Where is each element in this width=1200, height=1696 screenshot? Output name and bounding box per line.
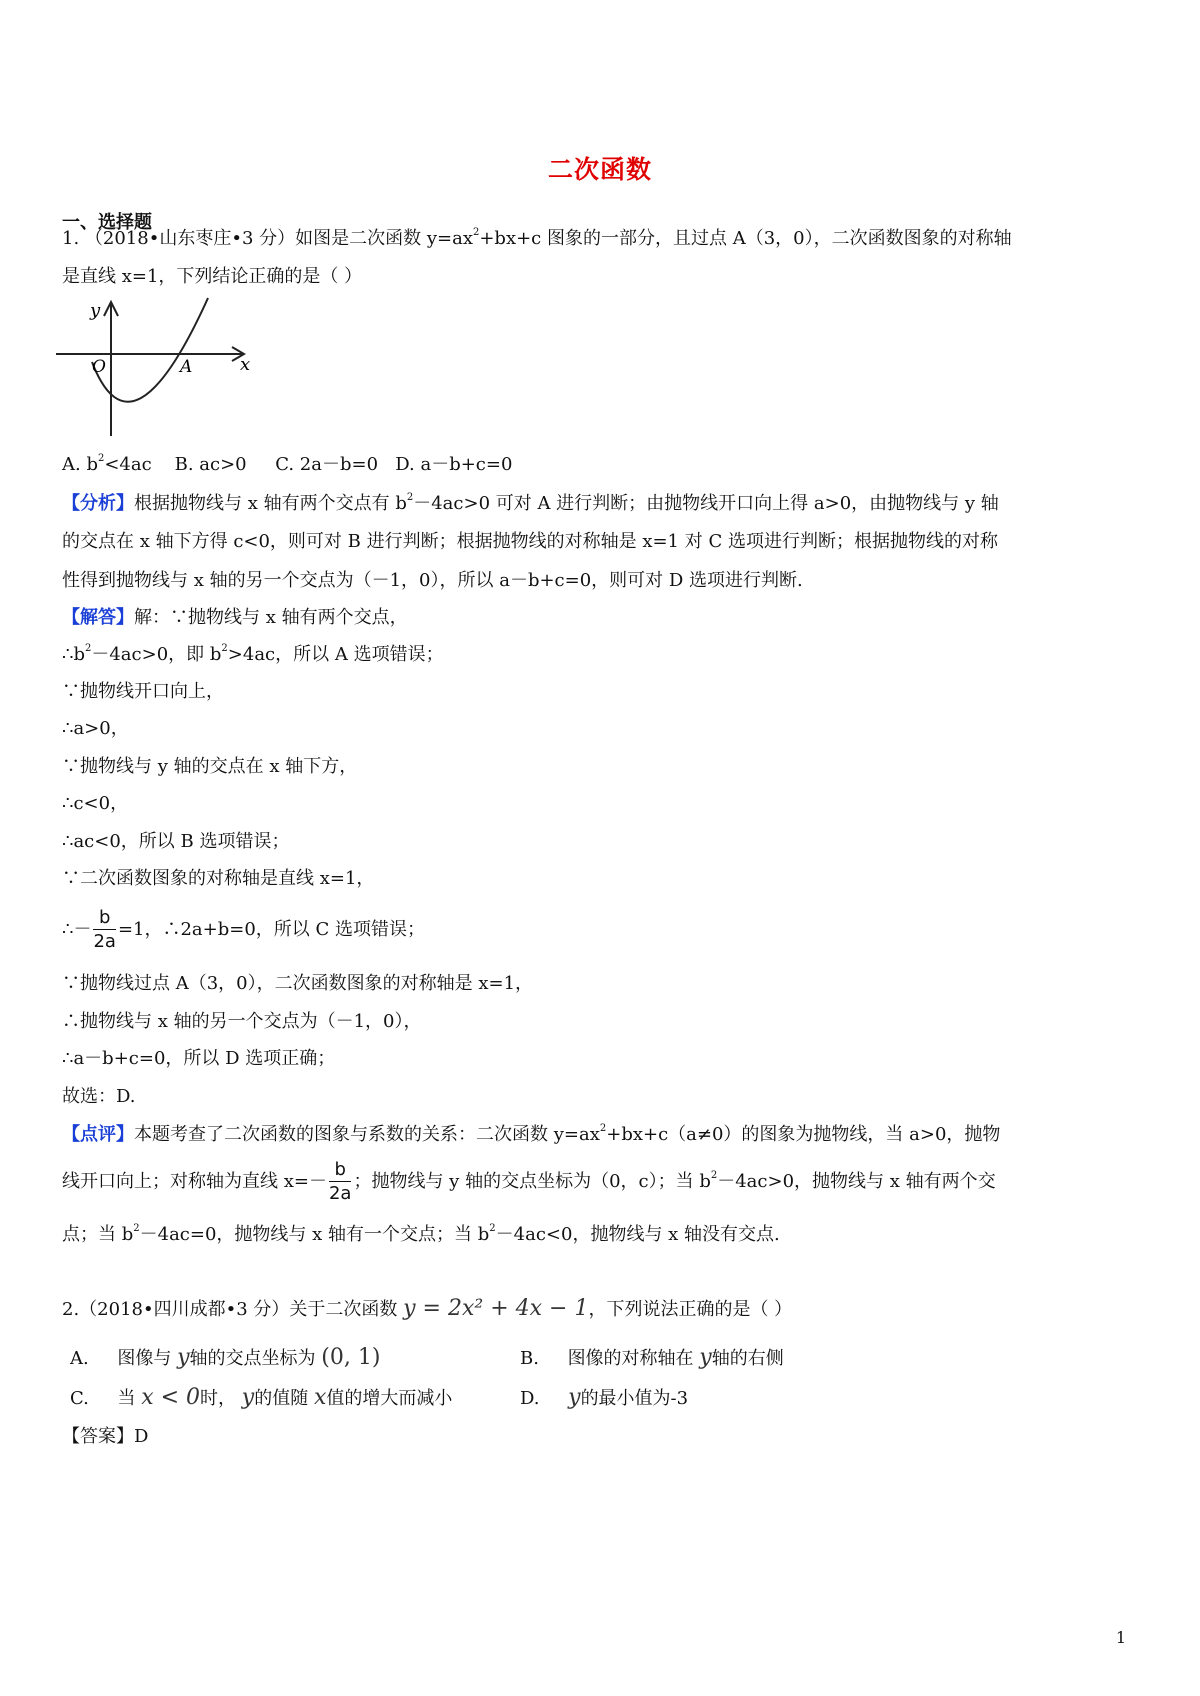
solution-text: =1，∴2a+b=0，所以 C 选项错误； — [117, 919, 426, 940]
math-point: (0, 1) — [321, 1345, 381, 1370]
math-symbol: y — [568, 1385, 581, 1410]
graph-x-label: x — [240, 354, 251, 375]
analysis-text: －4ac>0 可对 A 进行判断；由抛物线开口向上得 a>0，由抛物线与 y 轴 — [413, 493, 999, 514]
option-text: 当 — [117, 1388, 136, 1409]
analysis-line1 — [62, 491, 999, 517]
math-symbol: x — [313, 1385, 327, 1410]
option-label: D. — [520, 1388, 540, 1409]
comment-text: ；抛物线与 y 轴的交点坐标为（0，c）；当 b — [353, 1171, 711, 1192]
option-c: C. 2a－b=0 — [275, 454, 379, 475]
superscript: 2 — [84, 643, 92, 654]
option-text: 的值随 — [254, 1388, 309, 1409]
parabola-curve — [92, 298, 208, 402]
superscript: 2 — [472, 227, 480, 238]
option-text: 图像的对称轴在 — [567, 1348, 694, 1369]
fraction — [93, 907, 115, 954]
math-condition: x < 0 — [141, 1385, 201, 1410]
solution-line4: ∴a>0， — [62, 718, 129, 739]
option-text: 的最小值为-3 — [580, 1388, 689, 1409]
math-symbol: y — [241, 1385, 255, 1410]
analysis-text: 根据抛物线与 x 轴有两个交点有 b — [134, 493, 407, 514]
solution-text: ∴－ — [62, 919, 92, 940]
option-text: 值的增大而减小 — [326, 1388, 453, 1409]
superscript: 2 — [599, 1123, 607, 1134]
fraction — [329, 1159, 351, 1206]
comment-text: －4ac=0，抛物线与 x 轴有一个交点；当 b — [139, 1224, 490, 1245]
option-a-text: <4ac — [104, 454, 152, 475]
option-text: 图像与 — [117, 1348, 172, 1369]
superscript: 2 — [133, 1223, 140, 1234]
fraction-numerator: b — [329, 1159, 351, 1182]
solution-text: ∴b — [62, 644, 85, 665]
q1-stem-text: 1. （2018•山东枣庄•3 分）如图是二次函数 y=ax — [62, 228, 473, 249]
q2-stem — [62, 1296, 792, 1323]
parabola-graph — [52, 296, 262, 442]
analysis-line3: 性得到抛物线与 x 轴的另一个交点为（－1，0），所以 a－b+c=0，则可对 D 选项进行判断. — [62, 570, 803, 591]
option-text: 时， — [200, 1388, 237, 1409]
solution-line13: 故选：D. — [62, 1086, 136, 1107]
graph-point-a-label: A — [180, 357, 193, 377]
fraction-denominator: 2a — [328, 1182, 352, 1204]
page-title: 二次函数 — [547, 155, 652, 184]
q1-options — [62, 452, 512, 478]
q1-stem-text: +bx+c 图象的一部分，且过点 A（3，0），二次函数图象的对称轴 — [479, 228, 1012, 249]
superscript: 2 — [489, 1223, 496, 1234]
superscript: 2 — [710, 1170, 718, 1181]
graph-y-label: y — [90, 300, 101, 321]
solution-line10: ∵抛物线过点 A（3，0），二次函数图象的对称轴是 x=1， — [62, 973, 534, 994]
q2-answer: 【答案】D — [62, 1426, 149, 1447]
q2-stem-text: 2.（2018•四川成都•3 分）关于二次函数 — [62, 1299, 398, 1320]
option-text: 轴的右侧 — [711, 1348, 784, 1369]
solution-text: －4ac>0，即 b — [91, 644, 222, 665]
solution-line2 — [62, 642, 444, 668]
solution-line7: ∴ac<0，所以 B 选项错误； — [62, 831, 290, 852]
q1-stem-line2: 是直线 x=1，下列结论正确的是（ ） — [62, 266, 363, 287]
option-text: 轴的交点坐标为 — [189, 1348, 316, 1369]
comment-text: +bx+c（a≠0）的图象为抛物线，当 a>0，抛物 — [606, 1124, 1001, 1145]
solution-line8: ∵二次函数图象的对称轴是直线 x=1， — [62, 868, 375, 889]
option-a-text: A. b — [62, 454, 98, 475]
option-label: C. — [70, 1388, 89, 1409]
math-symbol: y — [699, 1345, 712, 1370]
fraction-numerator: b — [93, 907, 115, 930]
q2-option-d — [520, 1385, 688, 1412]
q2-option-a — [70, 1345, 380, 1372]
comment-text: 点；当 b — [62, 1224, 134, 1245]
comment-text: －4ac<0，抛物线与 x 轴没有交点. — [495, 1224, 780, 1245]
option-a — [62, 454, 152, 475]
page-number: 1 — [1115, 1628, 1126, 1647]
q2-option-c — [70, 1385, 452, 1412]
solution-line9 — [62, 906, 425, 954]
graph-origin-label: O — [92, 357, 106, 377]
solution-line11: ∴抛物线与 x 轴的另一个交点为（－1，0）， — [62, 1011, 422, 1032]
solution-text: >4ac，所以 A 选项错误； — [227, 644, 444, 665]
q2-option-b — [520, 1345, 784, 1372]
solution-text: 解：∵抛物线与 x 轴有两个交点， — [134, 607, 408, 628]
q2-stem-text: ，下列说法正确的是（ ） — [588, 1299, 793, 1320]
solution-line1 — [62, 605, 408, 631]
comment-line1 — [62, 1122, 1000, 1148]
q1-stem-line1 — [62, 226, 1012, 252]
solution-line12: ∴a－b+c=0，所以 D 选项正确； — [62, 1048, 336, 1069]
comment-text: 本题考查了二次函数的图象与系数的关系：二次函数 y=ax — [134, 1124, 600, 1145]
comment-text: 线开口向上；对称轴为直线 x=－ — [62, 1171, 327, 1192]
option-label: A. — [70, 1348, 89, 1369]
section-heading: 一、选择题 — [62, 212, 152, 233]
q2-formula: y = 2x² + 4x − 1 — [403, 1296, 589, 1321]
option-b: B. ac>0 — [174, 454, 247, 475]
math-symbol: y — [177, 1345, 190, 1370]
solution-line5: ∵抛物线与 y 轴的交点在 x 轴下方， — [62, 756, 358, 777]
superscript: 2 — [97, 453, 105, 464]
analysis-line2: 的交点在 x 轴下方得 c<0，则可对 B 进行判断；根据抛物线的对称轴是 x=1 对 C 选项进行判断；根据抛物线的对称 — [62, 531, 998, 552]
comment-line2 — [62, 1158, 996, 1206]
option-d: D. a－b+c=0 — [395, 454, 513, 475]
solution-tag: 【解答】 — [62, 607, 134, 628]
fraction-denominator: 2a — [93, 930, 116, 952]
comment-tag: 【点评】 — [62, 1124, 134, 1145]
solution-line3: ∵抛物线开口向上， — [62, 681, 224, 702]
superscript: 2 — [221, 643, 228, 654]
superscript: 2 — [406, 492, 414, 503]
comment-line3 — [62, 1222, 780, 1248]
option-label: B. — [520, 1348, 539, 1369]
solution-line6: ∴c<0， — [62, 793, 129, 814]
analysis-tag: 【分析】 — [62, 493, 134, 514]
comment-text: －4ac>0，抛物线与 x 轴有两个交 — [717, 1171, 996, 1192]
